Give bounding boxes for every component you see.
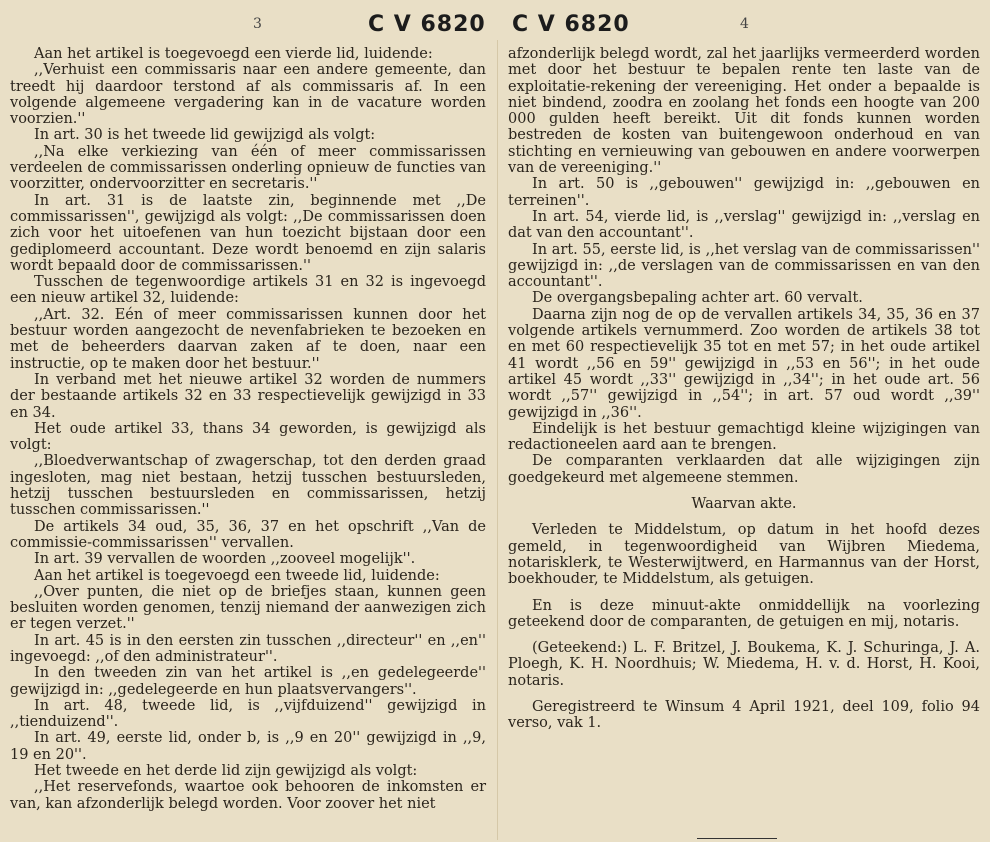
paragraph: In den tweeden zin van het artikel is ,,en gedelegeerde'' gewijzigd in: ,,gedelegeerde en hun plaatsvervangers''. [10,665,486,698]
paragraph: In art. 55, eerste lid, is ,,het verslag van de commissarissen'' gewijzigd in: ,,de verslagen van de commissarissen en van den accountant''. [508,241,980,291]
page-number-right: 4 [740,16,749,32]
paragraph: De artikels 34 oud, 35, 36, 37 en het opschrift ,,Van de commissie-commissarissen'' vervallen. [10,518,486,551]
document-code-right: C V 6820 [512,12,630,37]
paragraph: De comparanten verklaarden dat alle wijzigingen zijn goedgekeurd met algemeene stemmen. [508,453,980,486]
left-column [10,46,486,812]
paragraph: In art. 31 is de laatste zin, beginnende met ,,De commissarissen'', gewijzigd als volgt: ,,De commissarissen doen zich voor het uitoefenen van hun toezicht bijstaan door een gediplomeerd accountant. Deze wordt benoemd en zijn salaris wordt bepaald door de commissarissen.'' [10,192,486,274]
paragraph: En is deze minuut-akte onmiddellijk na voorlezing geteekend door de comparanten, de getuigen en mij, notaris. [508,597,980,630]
paragraph: De overgangsbepaling achter art. 60 vervalt. [532,290,863,307]
paragraph: In art. 45 is in den eersten zin tusschen ,,directeur'' en ,,en'' ingevoegd: ,,of den administrateur''. [10,632,486,665]
paragraph: afzonderlijk belegd wordt, zal het jaarlijks vermeerderd worden met door het bestuur te bepalen rente ten laste van de exploitatie-rekening der vereeniging. Het onder a bepaalde is niet bindend, zoodra en zoolang het fonds een hoogte van 200 000 gulden heeft bereikt. Uit dit fonds kunnen worden bestreden de kosten van buitengewoon onderhoud en van stichting en vernieuwing van gebouwen en andere voorwerpen van de vereeniging.'' [508,46,980,177]
paragraph: Het tweede en het derde lid zijn gewijzigd als volgt: [34,763,418,780]
page-header [0,0,990,40]
paragraph: Verleden te Middelstum, op datum in het hoofd dezes gemeld, in tegenwoordigheid van Wijbren Miedema, notarisklerk, te Westerwijtwerd, en Harmannus van der Horst, boekhouder, te Middelstum, als getuigen. [508,522,980,588]
paragraph: In art. 50 is ,,gebouwen'' gewijzigd in: ,,gebouwen en terreinen''. [508,176,980,209]
paragraph: In art. 39 vervallen de woorden ,,zooveel mogelijk''. [34,551,416,568]
paragraph: ,,Verhuist een commissaris naar een andere gemeente, dan treedt hij daardoor terstond af als commissaris af. In een volgende algemeene vergadering kan in de vacature worden voorzien.'' [10,62,486,128]
deed-heading: Waarvan akte. [691,496,797,513]
paragraph: In art. 49, eerste lid, onder b, is ,,9 en 20'' gewijzigd in ,,9, 19 en 20''. [10,730,486,763]
signatures-paragraph: (Geteekend:) L. F. Britzel, J. Boukema, K. J. Schuringa, J. A. Ploegh, K. H. Noordhuis; W. Miedema, H. v. d. Horst, H. Kooi, notaris. [508,640,980,689]
document-code-left: C V 6820 [368,12,486,37]
paragraph: ,,Over punten, die niet op de briefjes staan, kunnen geen besluiten worden genomen, tenzij niemand der aanwezigen zich er tegen verzet.'' [10,583,486,633]
paragraph: Eindelijk is het bestuur gemachtigd kleine wijzigingen van redactioneelen aard aan te brengen. [508,420,980,454]
paragraph: Aan het artikel is toegevoegd een tweede lid, luidende: [34,567,440,584]
paragraph: In art. 54, vierde lid, is ,,verslag'' gewijzigd in: ,,verslag en dat van den accountant''. [508,208,980,242]
paragraph: Daarna zijn nog de op de vervallen artikels 34, 35, 36 en 37 volgende artikels vernummerd. Zoo worden de artikels 38 tot en met 60 respectievelijk 35 tot en met 57; in het oude artikel 41 wordt ,,56 en 59'' gewijzigd in ,,53 en 56''; in het oude artikel 45 wordt ,,33'' gewijzigd in ,,34''; in het oude art. 56 wordt ,,57'' gewijzigd in ,,54''; in art. 57 oud wordt ,,39'' gewijzigd in ,,36''. [508,306,980,421]
page-number-left: 3 [253,16,262,32]
paragraph: In art. 48, tweede lid, is ,,vijfduizend'' gewijzigd in ,,tienduizend''. [10,697,486,731]
right-column [508,46,980,732]
paragraph: ,,Art. 32. Eén of meer commissarissen kunnen door het bestuur worden aangezocht de nevenfabrieken te bezoeken en met de beheerders daarvan zaken af te doen, naar een instructie, op te maken door het bestuur.'' [10,306,486,372]
paragraph: ,,Het reservefonds, waartoe ook behooren de inkomsten er van, kan afzonderlijk belegd worden. Voor zoover het niet [10,779,486,812]
paragraph: ,,Na elke verkiezing van één of meer commissarissen verdeelen de commissarissen onderling opnieuw de functies van voorzitter, ondervoorzitter en secretaris.'' [10,143,486,193]
column-divider [497,40,498,840]
paragraph: In verband met het nieuwe artikel 32 worden de nummers der bestaande artikels 32 en 33 respectievelijk gewijzigd in 33 en 34. [10,371,486,421]
paragraph: Tusschen de tegenwoordige artikels 31 en 32 is ingevoegd een nieuw artikel 32, luidende: [10,274,486,307]
paragraph: Het oude artikel 33, thans 34 geworden, is gewijzigd als volgt: [10,420,486,454]
bottom-rule [697,838,777,839]
paragraph: ,,Bloedverwantschap of zwagerschap, tot den derden graad ingesloten, mag niet bestaan, hetzij tusschen bestuursleden, hetzij tusschen bestuursleden en commissarissen, hetzij tusschen commissarissen.'' [10,453,486,519]
paragraph: Aan het artikel is toegevoegd een vierde lid, luidende: [34,46,433,62]
paragraph: In art. 30 is het tweede lid gewijzigd als volgt: [34,127,376,144]
registration-paragraph: Geregistreerd te Winsum 4 April 1921, deel 109, folio 94 verso, vak 1. [508,698,980,732]
